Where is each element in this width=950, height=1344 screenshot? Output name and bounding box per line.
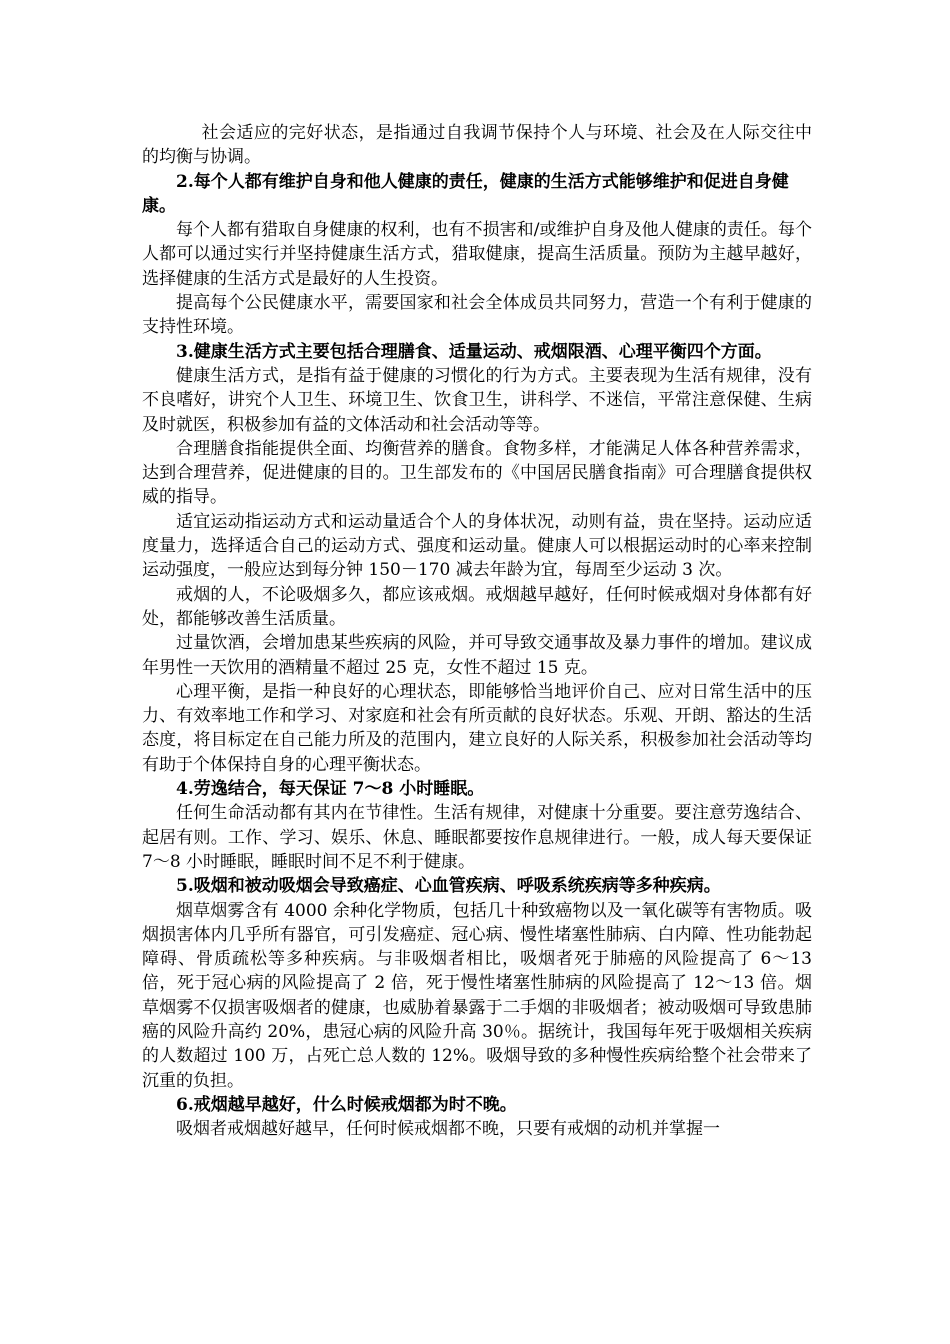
paragraph: 合理膳食指能提供全面、均衡营养的膳食。食物多样，才能满足人体各种营养需求，达到合理营养，促进健康的目的。卫生部发布的《中国居民膳食指南》可合理膳食提供权威的指导。 <box>142 438 812 508</box>
paragraph: 每个人都有猎取自身健康的权利，也有不损害和/或维护自身及他人健康的责任。每个人都可以通过实行并坚持健康生活方式，猎取健康，提高生活质量。预防为主越早越好，选择健康的生活方式是最好的人生投资。 <box>142 220 812 289</box>
section-heading-2: 2.每个人都有维护自身和他人健康的责任，健康的生活方式能够维护和促进自身健康。 <box>142 171 789 216</box>
paragraph: 过量饮酒，会增加患某些疾病的风险，并可导致交通事故及暴力事件的增加。建议成年男性一天饮用的酒精量不超过 25 克，女性不超过 15 克。 <box>142 633 812 678</box>
paragraph: 烟草烟雾含有 4000 余种化学物质，包括几十种致癌物以及一氧化碳等有害物质。吸烟损害体内几乎所有器官，可引发癌症、冠心病、慢性堵塞性肺病、白内障、性功能勃起障碍、骨质疏松等多种疾病。与非吸烟者相比，吸烟者死于肺癌的风险提高了 6～13 倍，死于冠心病的风险提高了 2 倍，死于慢性堵塞性肺病的风险提高了 12～13 倍。烟草烟雾不仅损害吸烟者的健康，也威胁着暴露于二手烟的非吸烟者；被动吸烟可导致患肺癌的风险升高约 20%，患冠心病的风险升高 30％。据统计，我国每年死于吸烟相关疾病的人数超过 100 万，占死亡总人数的 12%。吸烟导致的多种慢性疾病给整个社会带来了沉重的负担。 <box>142 900 812 1091</box>
paragraph: 戒烟的人，不论吸烟多久，都应该戒烟。戒烟越早越好，任何时候戒烟对身体都有好处，都能够改善生活质量。 <box>142 584 812 629</box>
section-heading-5: 5.吸烟和被动吸烟会导致癌症、心血管疾病、呼吸系统疾病等多种疾病。 <box>176 876 721 897</box>
paragraph: 吸烟者戒烟越好越早，任何时候戒烟都不晚，只要有戒烟的动机并掌握一 <box>176 1119 720 1140</box>
paragraph: 健康生活方式，是指有益于健康的习惯化的行为方式。主要表现为生活有规律，没有不良嗜好，讲究个人卫生、环境卫生、饮食卫生，讲科学、不迷信，平常注意保健、生病及时就医，积极参加有益的文体活动和社会活动等等。 <box>142 365 812 435</box>
paragraph: 提高每个公民健康水平，需要国家和社会全体成员共同努力，营造一个有利于健康的支持性环境。 <box>142 293 812 338</box>
paragraph: 任何生命活动都有其内在节律性。生活有规律，对健康十分重要。要注意劳逸结合、起居有则。工作、学习、娱乐、休息、睡眠都要按作息规律进行。一般，成人每天要保证 7～8 小时睡眠，睡眠时间不足不利于健康。 <box>142 803 812 872</box>
paragraph: 心理平衡，是指一种良好的心理状态，即能够恰当地评价自己、应对日常生活中的压力、有效率地工作和学习、对家庭和社会有所贡献的良好状态。乐观、开朗、豁达的生活态度，将目标定在自己能力所及的范围内，建立良好的人际关系，积极参加社会活动等均有助于个体保持自身的心理平衡状态。 <box>142 681 812 775</box>
section-heading-6: 6.戒烟越早越好，什么时候戒烟都为时不晚。 <box>176 1094 517 1115</box>
paragraph: 适宜运动指运动方式和运动量适合个人的身体状况，动则有益，贵在坚持。运动应适度量力，选择适合自己的运动方式、强度和运动量。健康人可以根据运动时的心率来控制运动强度，一般应达到每分钟 150－170 减去年龄为宜，每周至少运动 3 次。 <box>142 511 812 581</box>
paragraph: 社会适应的完好状态，是指通过自我调节保持个人与环境、社会及在人际交往中的均衡与协调。 <box>142 123 812 168</box>
section-heading-3: 3.健康生活方式主要包括合理膳食、适量运动、戒烟限酒、心理平衡四个方面。 <box>176 341 772 362</box>
document-page <box>142 121 812 1141</box>
section-heading-4: 4.劳逸结合，每天保证 7～8 小时睡眠。 <box>176 779 485 800</box>
